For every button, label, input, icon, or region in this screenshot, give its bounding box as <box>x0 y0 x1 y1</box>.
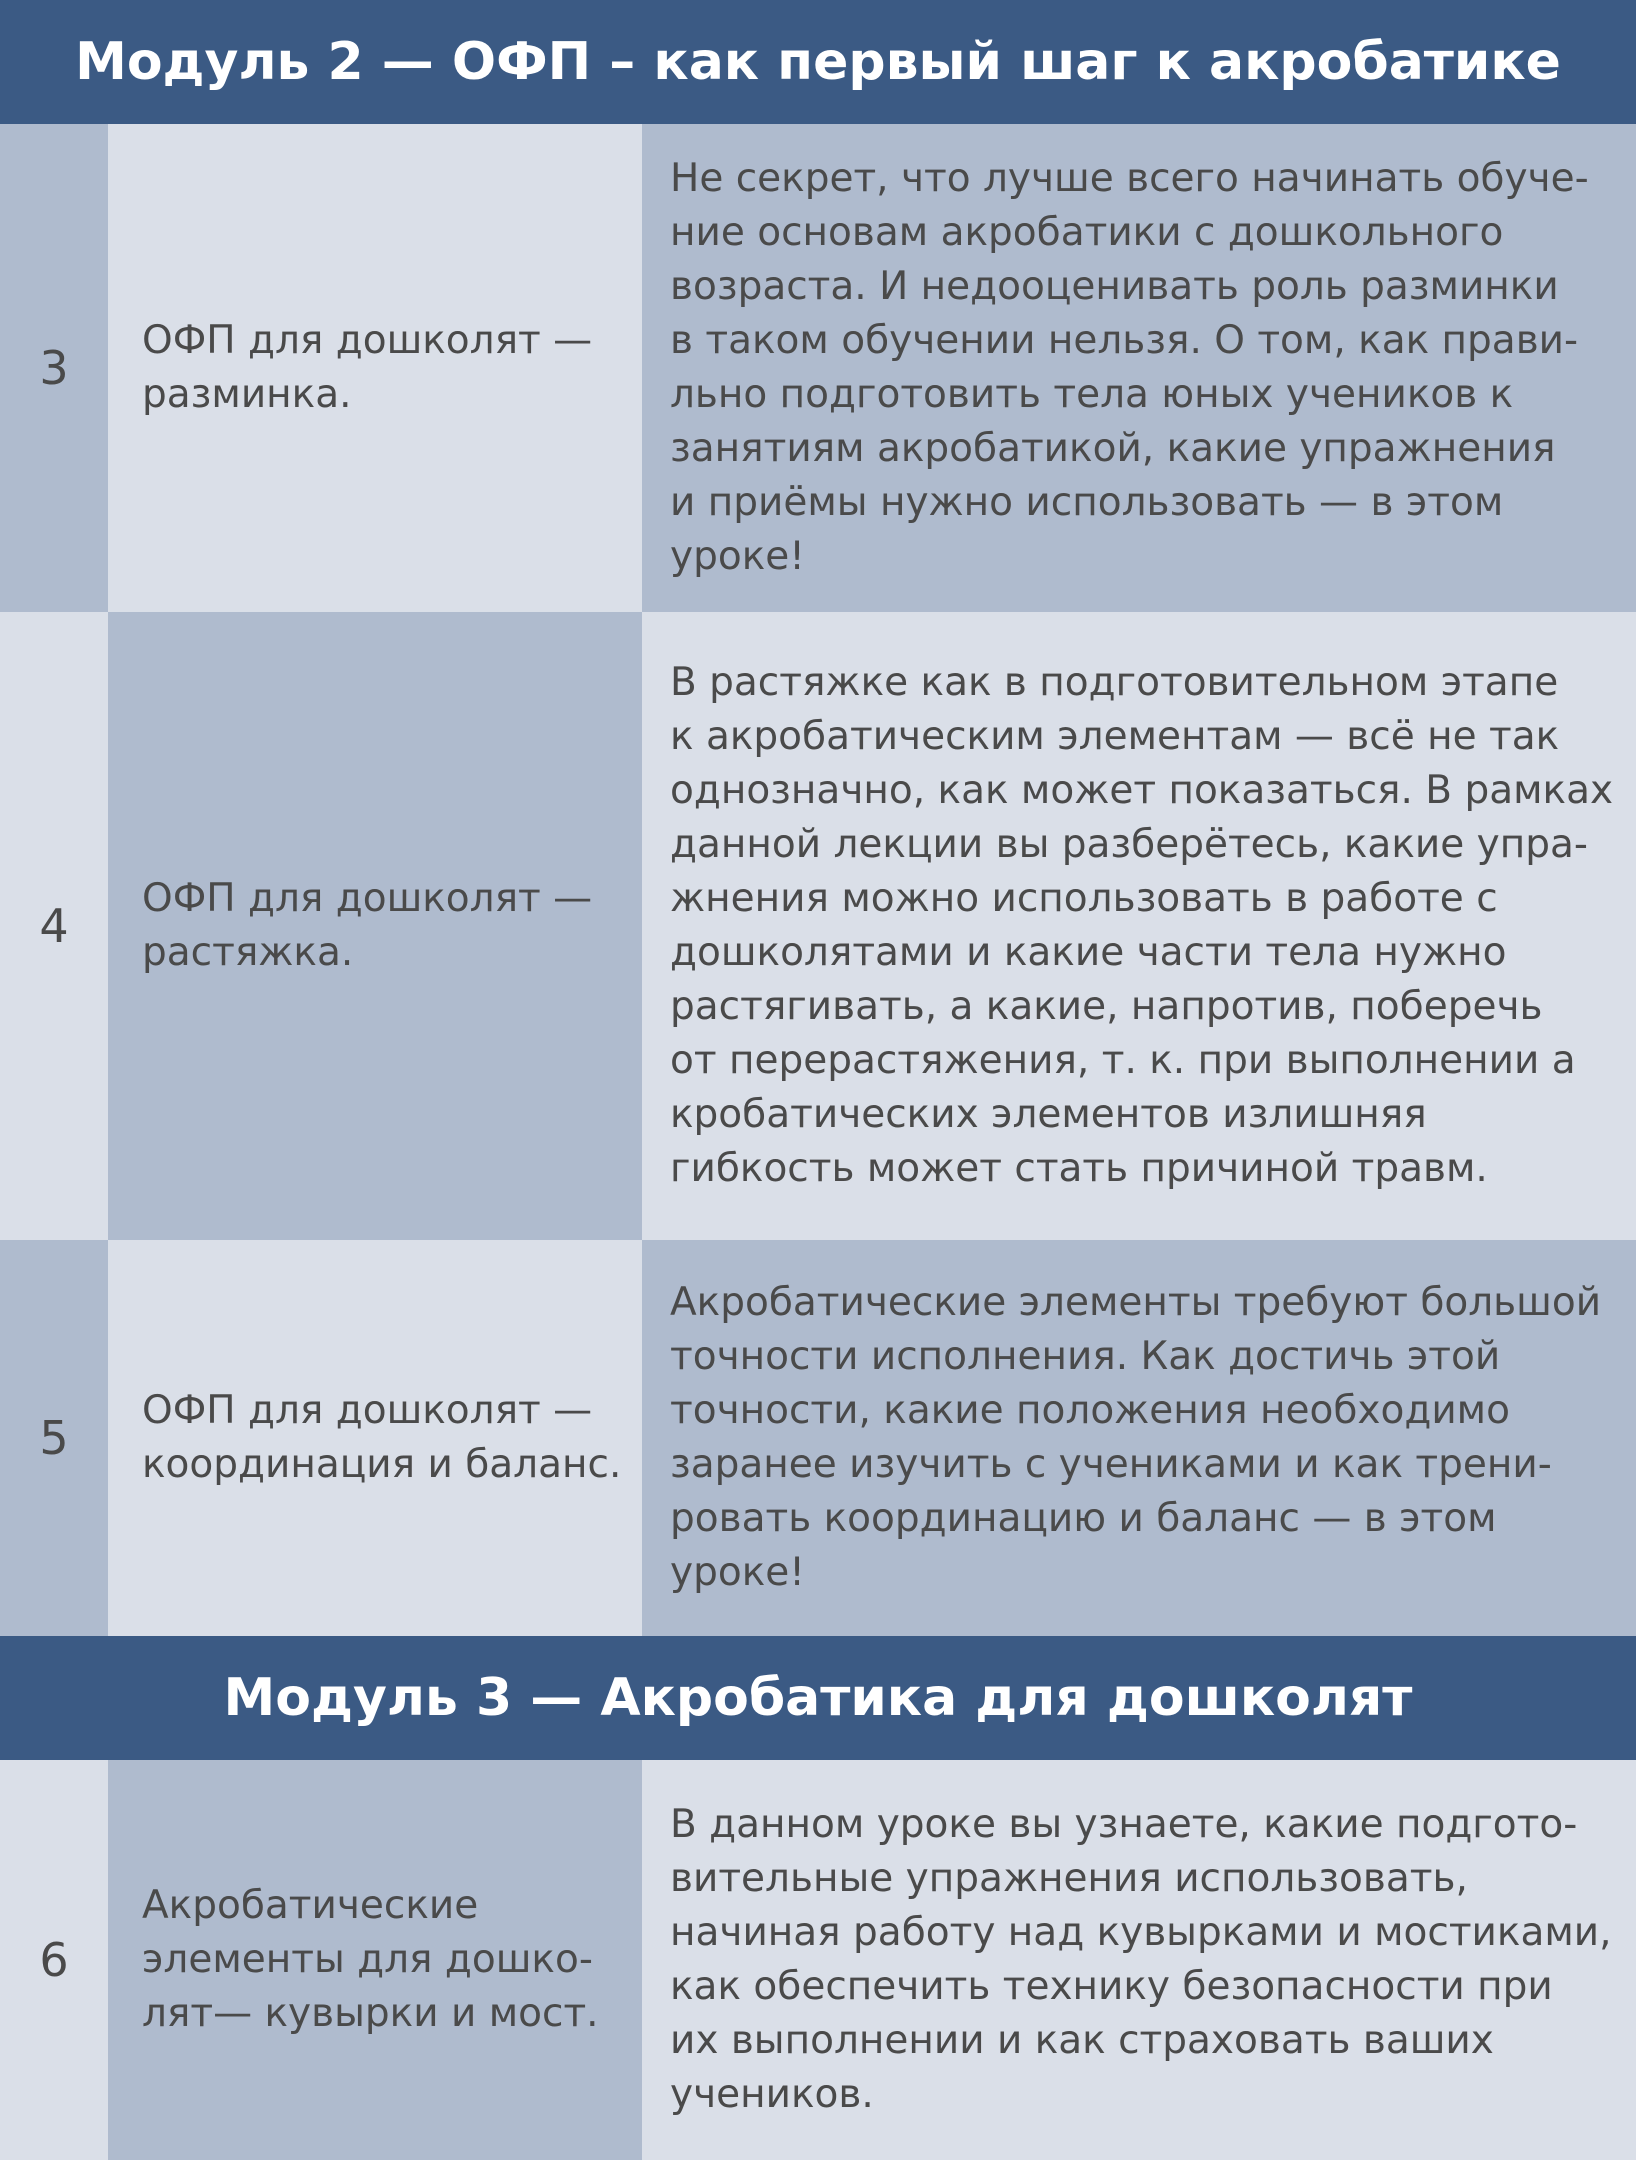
module-title: Модуль 2 — ОФП – как первый шаг к акробатике <box>75 32 1561 92</box>
lesson-title: ОФП для дошколят — растяжка. <box>108 612 642 1240</box>
lesson-description: В данном уроке вы узнаете, какие подгото- вительные упражнения использовать, начиная работу над кувырками и мостиками, как обеспечить технику безопасности при их выполнении и как страховать ваших учеников. <box>642 1760 1636 2160</box>
lesson-description: Не секрет, что лучше всего начинать обуче- ние основам акробатики с дошкольного возраста. И недооценивать роль разминки в таком обучении нельзя. О том, как прави- льно подготовить тела юных учеников к занятиям акробатикой, какие упражнения и приёмы нужно использовать — в этом уроке! <box>642 124 1636 612</box>
lesson-row <box>0 124 1636 612</box>
lesson-description: В растяжке как в подготовительном этапе к акробатическим элементам — всё не так однозначно, как может показаться. В рамках данной лекции вы разберётесь, какие упра- жнения можно использовать в работе с дошколятами и какие части тела нужно растягивать, а какие, напротив, поберечь от перерастяжения, т. к. при выполнении а кробатических элементов излишняя гибкость может стать причиной травм. <box>642 612 1636 1240</box>
lesson-row <box>0 1760 1636 2160</box>
lesson-number: 3 <box>0 124 108 612</box>
lesson-description: Акробатические элементы требуют большой точности исполнения. Как достичь этой точности, какие положения необходимо заранее изучить с учениками и как трени- ровать координацию и баланс — в этом уроке! <box>642 1240 1636 1636</box>
module-header <box>0 1636 1636 1760</box>
module-header <box>0 0 1636 124</box>
lesson-title: Акробатические элементы для дошко- лят— кувырки и мост. <box>108 1760 642 2160</box>
lesson-row <box>0 1240 1636 1636</box>
lesson-row <box>0 612 1636 1240</box>
module-title: Модуль 3 — Акробатика для дошколят <box>223 1668 1413 1728</box>
lesson-number: 5 <box>0 1240 108 1636</box>
lesson-title: ОФП для дошколят — координация и баланс. <box>108 1240 642 1636</box>
lesson-number: 6 <box>0 1760 108 2160</box>
lesson-title: ОФП для дошколят — разминка. <box>108 124 642 612</box>
lesson-number: 4 <box>0 612 108 1240</box>
